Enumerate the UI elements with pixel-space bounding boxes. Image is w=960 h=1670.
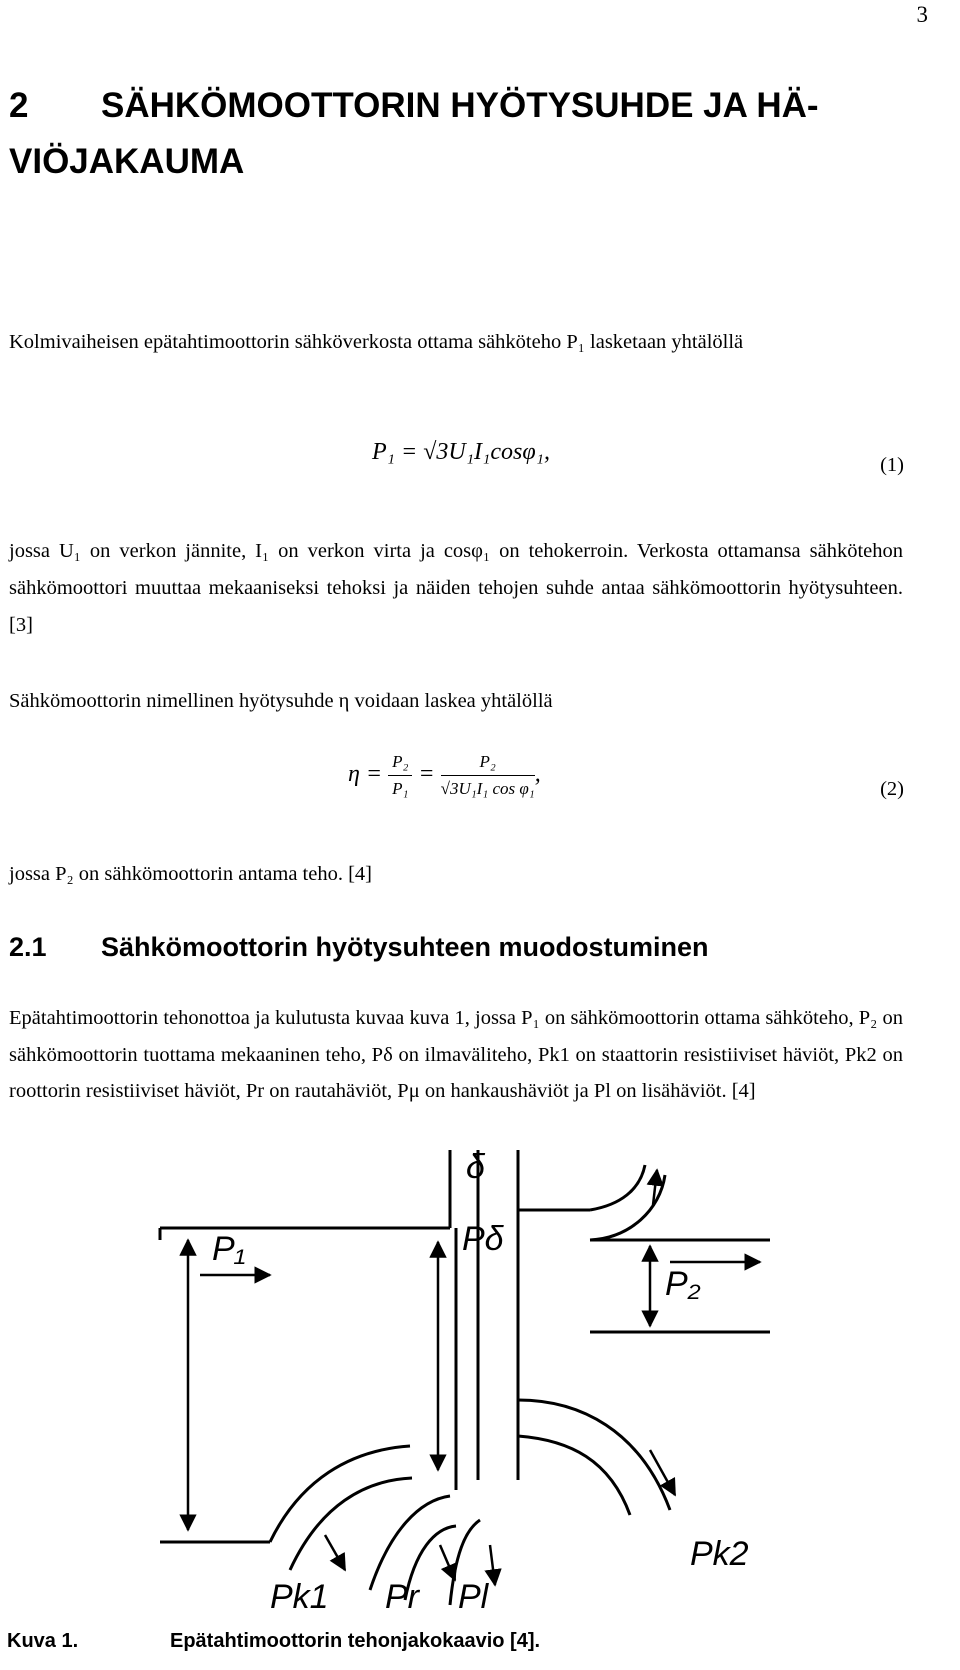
fraction-1-denominator: P₁ (392, 779, 409, 798)
section-title: Sähkömoottorin hyötysuhteen muodostuminen (101, 932, 709, 962)
equation-2-comma: , (534, 761, 541, 788)
paragraph-figure-description: Epätahtimoottorin tehonottoa ja kulutusta kuvaa kuva 1, jossa P₁ on sähkömoottorin ottama sähköteho, P₂ on sähkömoottorin tuottama mekaaninen teho, Pδ on ilmaväliteho, Pk1 on staattorin resistiiviset häviöt, Pk2 on roottorin resistiiviset häviöt, Pr on rautahäviöt, Pμ on hankaushäviöt ja Pl on lisähäviöt. [4] (9, 1007, 903, 1102)
pr-arrow (440, 1545, 455, 1580)
chapter-heading (9, 78, 889, 190)
airgap-left-wall (450, 1150, 466, 1228)
label-pr: Pr (385, 1578, 419, 1616)
label-p2: P₂ (665, 1265, 701, 1303)
figure-caption-text: Epätahtimoottorin tehonjakokaavio [4]. (170, 1630, 541, 1652)
page-number: 3 (916, 2, 928, 27)
equation-2-fraction-2 (441, 752, 535, 799)
paragraph-efficiency: Sähkömoottorin nimellinen hyötysuhde η voidaan laskea yhtälöllä (9, 690, 553, 712)
paragraph-output-power: jossa P₂ on sähkömoottorin antama teho. [4] (9, 863, 372, 885)
equation-2-equals: = (418, 761, 435, 788)
pk2-arrow (650, 1450, 675, 1495)
equation-2-lhs: η = (348, 761, 383, 788)
label-pdelta: Pδ (462, 1220, 504, 1258)
loss-curve-pk2 (518, 1400, 670, 1510)
paragraph-intro: Kolmivaiheisen epätahtimoottorin sähköverkosta ottama sähköteho P₁ lasketaan yhtälöllä (9, 331, 744, 353)
pk1-arrow (325, 1535, 345, 1570)
loss-curve-pmu (590, 1165, 645, 1210)
fraction-1-numerator: P₂ (388, 752, 412, 776)
chapter-number: 2 (9, 86, 29, 125)
label-delta: δ (466, 1150, 485, 1186)
loss-curve-pk1-b (290, 1478, 412, 1570)
label-pk2: Pk2 (690, 1535, 749, 1573)
fraction-2-numerator: P₂ (441, 752, 535, 776)
paragraph-definitions: jossa U₁ on verkon jännite, I₁ on verkon virta ja cosφ₁ on tehokerroin. Verkosta ottamansa sähkötehon sähkömoottori muuttaa mekaaniseksi tehoksi ja näiden tehojen suhde antaa sähkömoottorin hyötysuhteen. [3] (9, 540, 903, 636)
equation-1-number: (1) (880, 454, 904, 476)
section-heading (9, 932, 889, 963)
loss-curve-pk2-b (518, 1436, 630, 1515)
chapter-title: SÄHKÖMOOTTORIN HYÖTYSUHDE JA HÄ- VIÖJAKAUMA (9, 86, 819, 181)
loss-curve-pk1 (270, 1446, 410, 1542)
equation-2 (348, 752, 541, 799)
fraction-2-denominator: √3U₁I₁ cos φ₁ (440, 779, 535, 798)
equation-1: P₁ = √3U₁I₁cosφ₁, (372, 439, 550, 465)
figure-caption-label: Kuva 1. (7, 1630, 79, 1652)
equation-2-fraction-1 (388, 752, 412, 799)
section-number: 2.1 (9, 932, 47, 962)
airgap-right-wall (502, 1150, 518, 1480)
label-pk1: Pk1 (270, 1578, 329, 1616)
power-flow-diagram (150, 1150, 810, 1620)
equation-2-number: (2) (880, 778, 904, 800)
label-pl: Pl (458, 1578, 489, 1616)
label-p1: P₁ (212, 1230, 246, 1268)
pl-arrow (490, 1545, 495, 1585)
